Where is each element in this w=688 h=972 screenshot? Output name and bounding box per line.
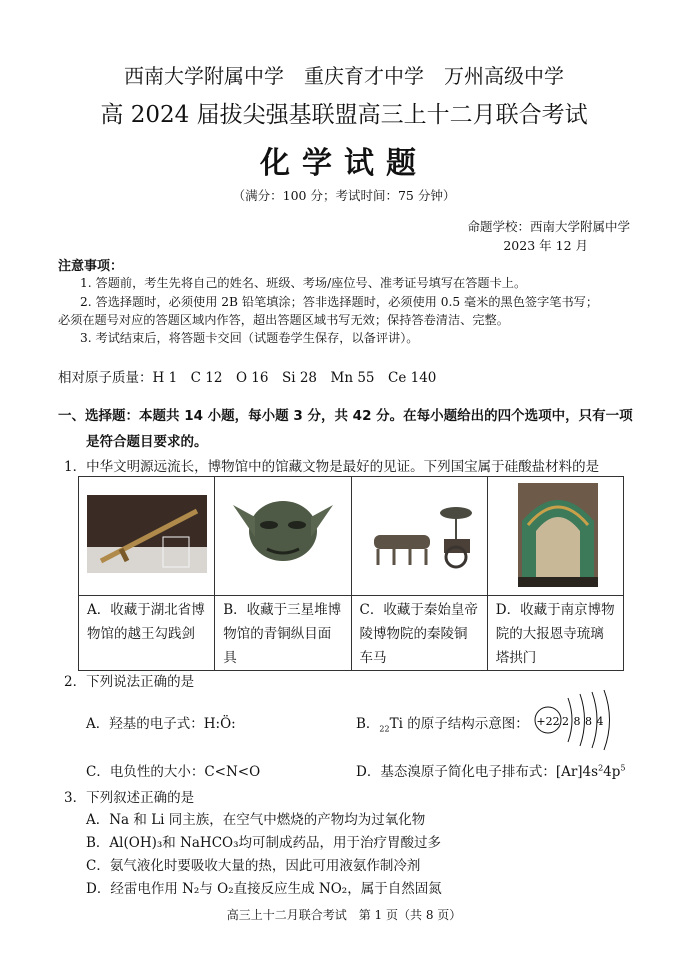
option-text: 收藏于三星堆博物馆的青铜纵目面具 <box>223 602 342 666</box>
q1-option-a <box>79 596 215 671</box>
option-text: 收藏于秦始皇帝陵博物院的秦陵铜车马 <box>359 602 478 666</box>
option-label: A． <box>87 602 111 618</box>
q3-option-d: D．经雷电作用 N₂与 O₂直接反应生成 NO₂，属于自然固氮 <box>86 881 442 897</box>
note-item: 3. 考试结束后，将答题卡交回（试题卷学生保存，以备评讲）。 <box>80 331 419 345</box>
bronze-mask-image <box>215 477 351 591</box>
option-text: D．基态溴原子简化电子排布式：[Ar]4s <box>356 764 599 780</box>
q1-option-d <box>487 596 623 671</box>
option-label: B． <box>356 716 380 732</box>
electron-shells: 2 8 8 4 <box>562 715 604 728</box>
q1-image-cell <box>215 477 351 596</box>
option-text: 4p <box>603 764 621 780</box>
score-time: （满分：100 分；考试时间：75 分钟） <box>232 188 456 203</box>
atomic-masses: 相对原子质量：H 1 C 12 O 16 Si 28 Mn 55 Ce 140 <box>58 370 437 386</box>
q3-stem: 3．下列叙述正确的是 <box>64 790 195 806</box>
q1-stem: 1．中华文明源远流长，博物馆中的馆藏文物是最好的见证。下列国宝属于硅酸盐材料的是 <box>64 459 600 475</box>
atomic-number: 22 <box>379 724 390 734</box>
q1-options-table <box>78 476 624 671</box>
exam-title: 高 2024 届拔尖强基联盟高三上十二月联合考试 <box>100 102 588 128</box>
page-footer: 高三上十二月联合考试 第 1 页（共 8 页） <box>226 908 462 922</box>
note-item: 2. 答选择题时，必须使用 2B 铅笔填涂；答非选择题时，必须使用 0.5 毫米的黑色签字笔书写； <box>80 295 599 309</box>
option-label: D． <box>495 602 521 618</box>
q3-option-b: B．Al(OH)₃和 NaHCO₃均可制成药品，用于治疗胃酸过多 <box>86 835 442 851</box>
q2-option-d <box>356 760 626 780</box>
nucleus-charge: +22 <box>536 715 560 728</box>
q3-option-c: C．氨气液化时要吸收大量的热，因此可用液氨作制冷剂 <box>86 858 421 874</box>
option-label: C． <box>359 602 384 618</box>
q1-image-cell <box>79 477 215 596</box>
subject-title: 化学试题 <box>260 146 428 181</box>
bronze-sword-image <box>79 477 215 591</box>
note-item: 1. 答题前，考生先将自己的姓名、班级、考场/座位号、准考证号填写在答题卡上。 <box>80 276 527 290</box>
q1-image-cell <box>351 477 487 596</box>
note-item: 必须在题号对应的答题区域内作答，超出答题区域书写无效；保持答卷清洁、完整。 <box>58 313 509 327</box>
option-text: 收藏于湖北省博物馆的越王勾践剑 <box>87 602 205 642</box>
q1-option-b <box>215 596 351 671</box>
section1-heading-cont: 是符合题目要求的。 <box>86 434 208 450</box>
exam-date: 2023 年 12 月 <box>503 238 588 253</box>
q3-option-a: A．Na 和 Li 同主族，在空气中燃烧的产物均为过氧化物 <box>86 812 426 828</box>
superscript: 5 <box>620 763 626 773</box>
q2-stem: 2．下列说法正确的是 <box>64 674 195 690</box>
q2-option-c: C．电负性的大小：C<N<O <box>86 764 261 780</box>
glazed-archway-image <box>488 477 624 591</box>
option-label: B． <box>223 602 247 618</box>
atom-structure-diagram <box>532 688 622 752</box>
q2-option-b <box>356 712 529 734</box>
section1-heading: 一、选择题：本题共 14 小题，每小题 3 分，共 42 分。在每小题给出的四个选项中，只有一项 <box>58 408 633 424</box>
q1-option-c <box>351 596 487 671</box>
bronze-chariot-image <box>352 477 488 591</box>
superscript: 2 <box>598 763 604 773</box>
option-text: 收藏于南京博物院的大报恩寺琉璃塔拱门 <box>495 602 615 666</box>
school-names: 西南大学附属中学 重庆育才中学 万州高级中学 <box>124 64 564 88</box>
notes-heading: 注意事项： <box>58 259 124 274</box>
option-text: Ti 的原子结构示意图： <box>389 716 529 732</box>
setter-school: 命题学校：西南大学附属中学 <box>467 219 630 234</box>
q1-image-cell <box>487 477 623 596</box>
q2-option-a: A．羟基的电子式：H:Ö: <box>86 716 236 732</box>
